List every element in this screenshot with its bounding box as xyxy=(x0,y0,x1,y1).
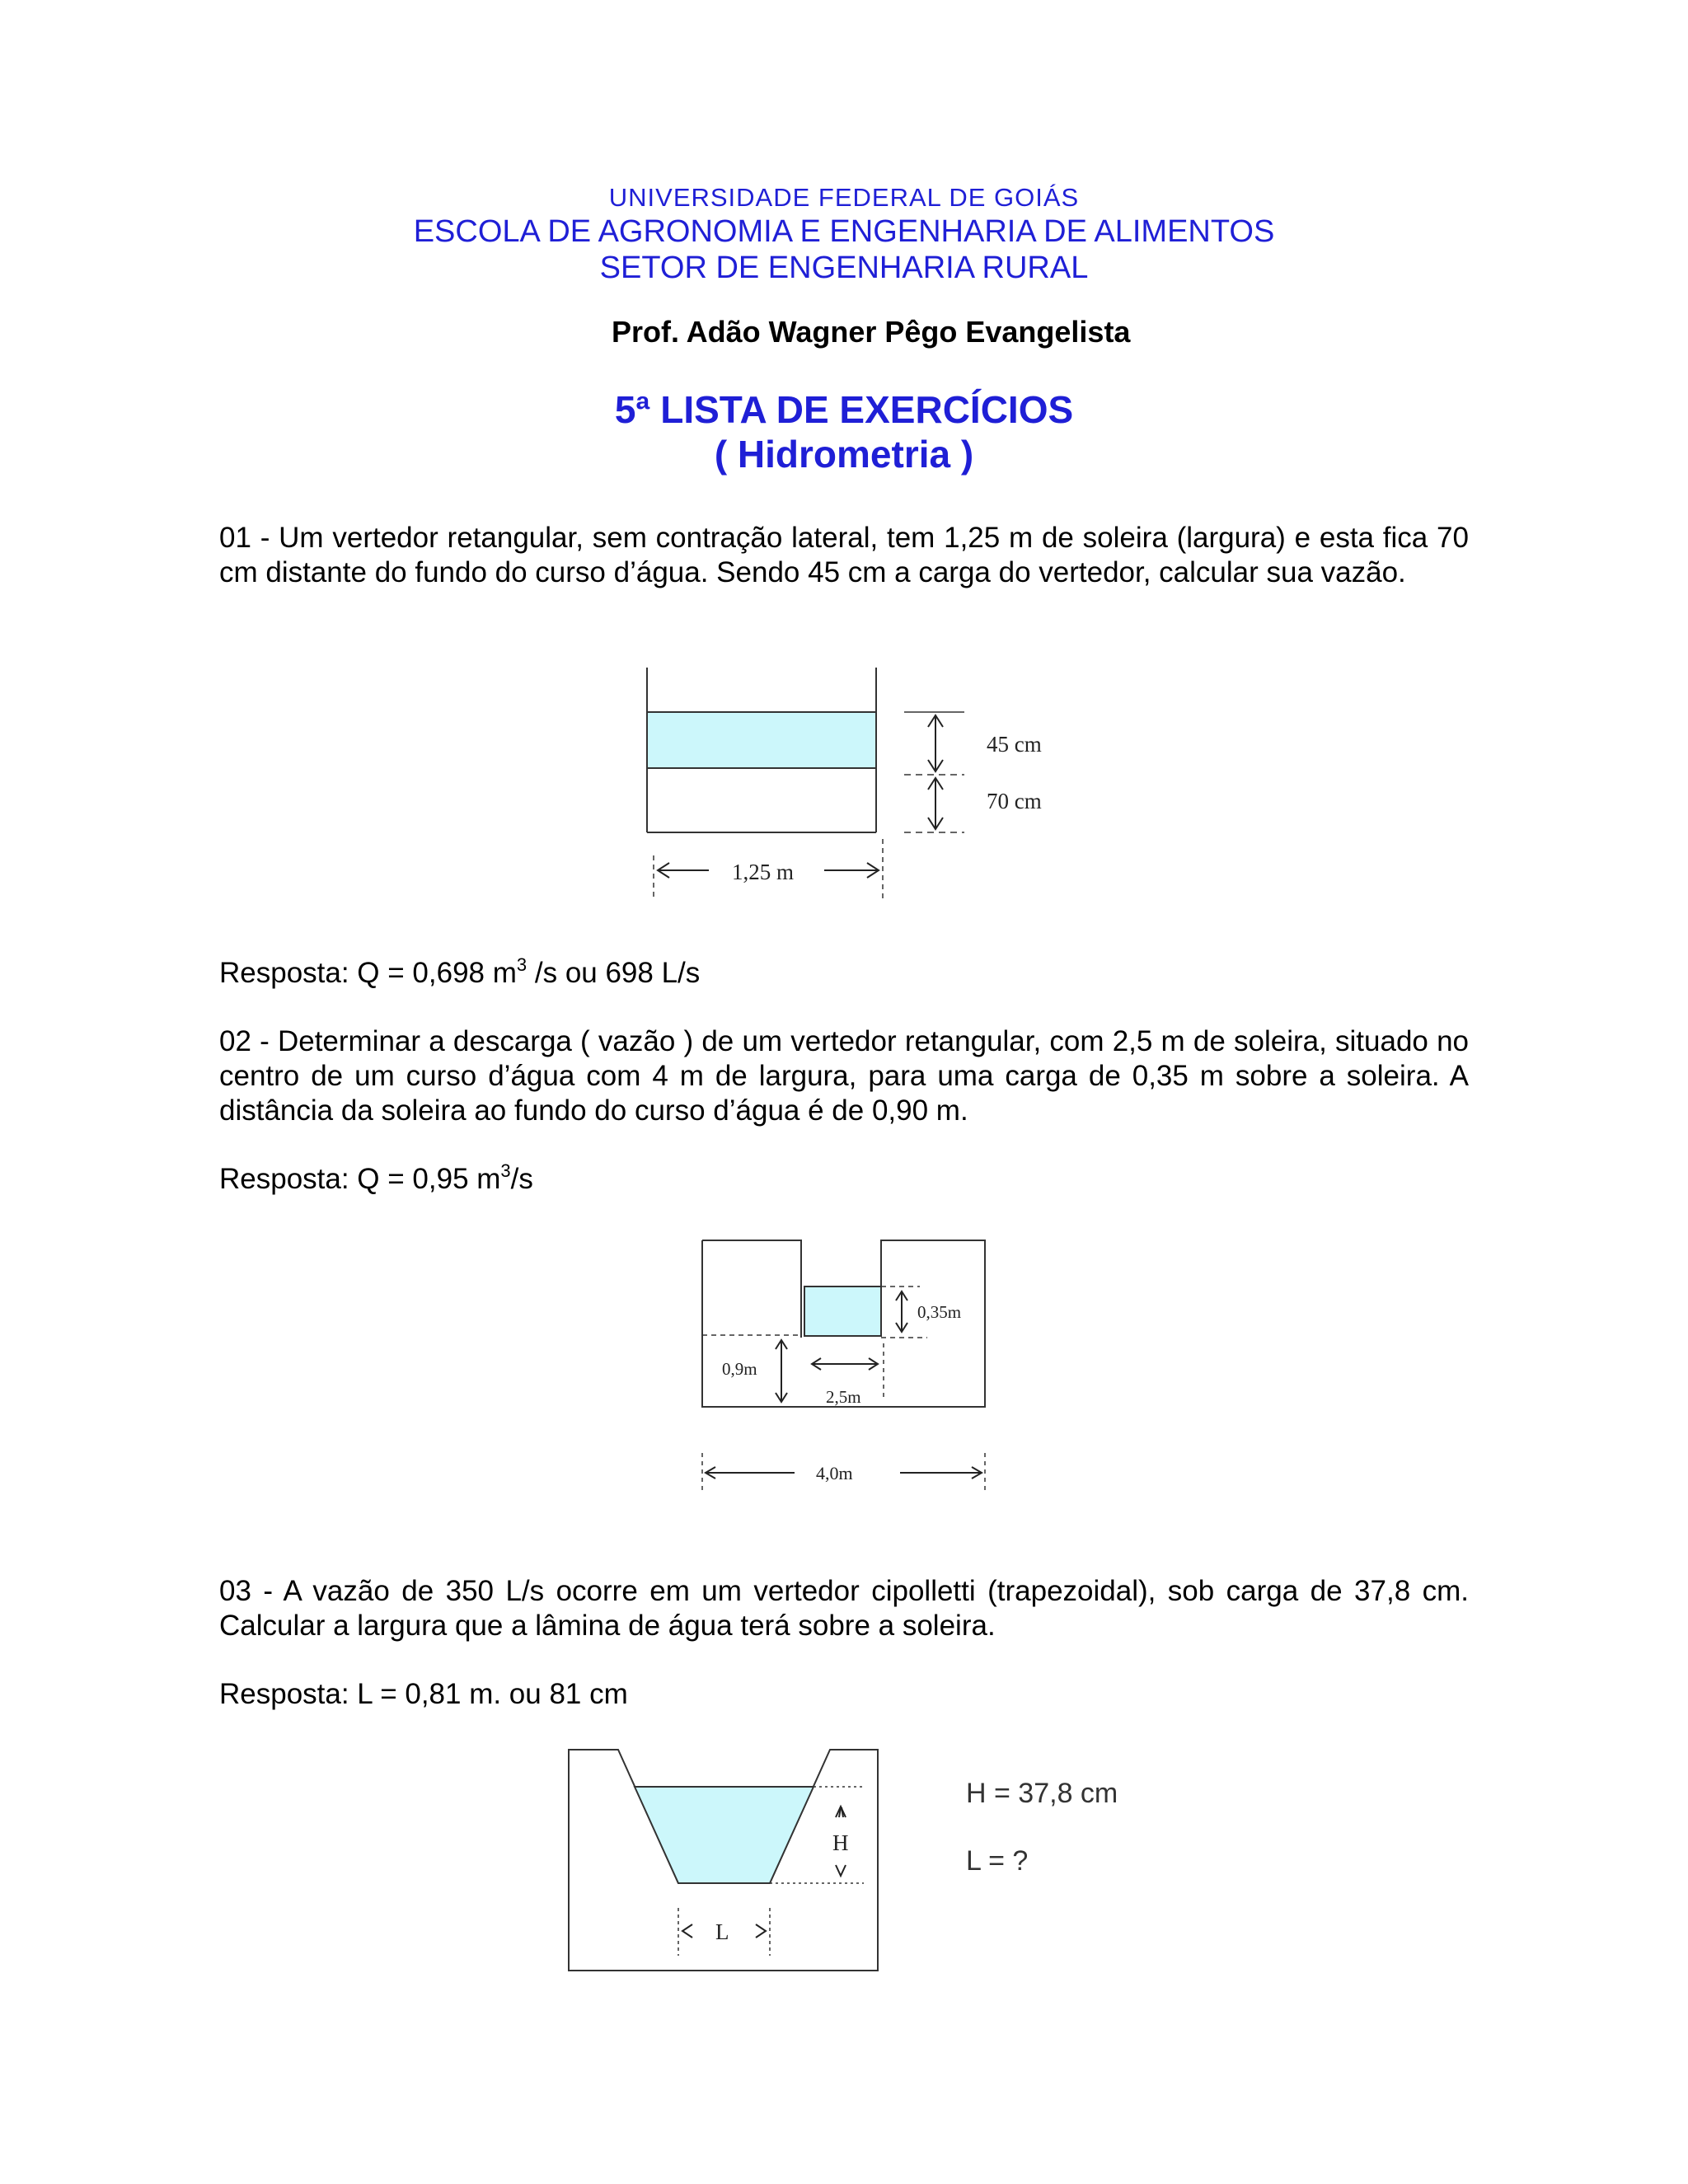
width-label: 1,25 m xyxy=(732,860,795,884)
exercise-01-text: 01 - Um vertedor retangular, sem contração lateral, tem 1,25 m de soleira (largura) e esta fica 70 cm distante do fundo do curso d’água. Sendo 45 cm a carga do vertedor, calcular sua vazão. xyxy=(219,522,1469,588)
head-dimension-arrow xyxy=(928,715,943,771)
depth-label: 70 cm xyxy=(987,789,1042,813)
exercise-02-figure xyxy=(692,1232,1006,1504)
exercise-02-text: 02 - Determinar a descarga ( vazão ) de um vertedor retangular, com 2,5 m de soleira, situado no centro de um curso d’água com 4 m de largura, para uma carga de 0,35 m sobre a soleira. A distância da soleira ao fundo do curso d’água é de 0,90 m. xyxy=(219,1025,1469,1127)
head-label: 45 cm xyxy=(987,732,1042,757)
h-label: H xyxy=(832,1830,849,1855)
water-layer xyxy=(804,1286,881,1336)
head-label: 0,35m xyxy=(917,1302,962,1322)
l-value: L = ? xyxy=(966,1845,1029,1877)
water-layer xyxy=(647,712,876,768)
list-subtitle: ( Hidrometria ) xyxy=(714,433,974,476)
depth-dimension-arrow xyxy=(776,1340,787,1402)
head-dimension-arrow xyxy=(896,1291,907,1332)
h-value: H = 37,8 cm xyxy=(966,1778,1118,1809)
professor-name: Prof. Adão Wagner Pêgo Evangelista xyxy=(612,315,1131,349)
channel-label: 4,0m xyxy=(816,1463,853,1483)
exercise-02-answer: Resposta: Q = 0,95 $m^3/s$ xyxy=(219,1160,533,1195)
school-name: ESCOLA DE AGRONOMIA E ENGENHARIA DE ALIMENTOS xyxy=(413,214,1275,249)
crest-dimension-arrow xyxy=(812,1358,878,1370)
water-layer xyxy=(635,1787,814,1883)
exercise-01-answer: Resposta: Q = 0,698 $m^3$ /s ou 698 L/s xyxy=(219,954,701,989)
l-label: L xyxy=(715,1919,729,1944)
crest-label: 2,5m xyxy=(826,1387,861,1407)
depth-dimension-arrow xyxy=(928,778,943,829)
exercise-03-figure xyxy=(560,1743,1154,1982)
exercise-03-answer: Resposta: L = 0,81 m. ou 81 cm xyxy=(219,1678,628,1710)
exercise-03-text: 03 - A vazão de 350 L/s ocorre em um vertedor cipolletti (trapezoidal), sob carga de 37,8 cm. Calcular a largura que a lâmina de água terá sobre a soleira. xyxy=(219,1575,1469,1642)
exercise-01-figure xyxy=(626,659,1088,907)
university-name: UNIVERSIDADE FEDERAL DE GOIÁS xyxy=(608,183,1080,212)
list-title: 5ª LISTA DE EXERCÍCIOS xyxy=(614,388,1074,431)
depth-label: 0,9m xyxy=(722,1359,757,1379)
sector-name: SETOR DE ENGENHARIA RURAL xyxy=(599,251,1089,285)
